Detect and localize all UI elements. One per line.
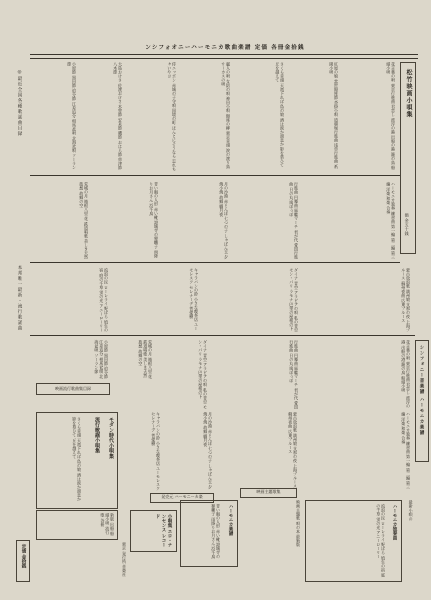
row3-bottom-rule: [30, 335, 415, 336]
bottom-left-tag: 定価 金拾銭: [21, 544, 26, 569]
row1-col-2: 紅屋の娘 當世銀座節 沓掛小唄 道頓堀行進曲 浅草行進曲 祇園小唄: [329, 62, 339, 169]
left-side-tag: 映画流行歌曲集目録: [36, 383, 110, 395]
row2-bottom-rule: [30, 262, 400, 263]
bottom-right-edge-text: 最新小唄の: [408, 500, 414, 521]
row1-col-6: 大島おけさ 佐渡おけさ 木曽節 安来節 磯節 おはら節 草津節 八木節: [113, 62, 123, 170]
bottom-left-box: [16, 540, 30, 582]
mid-list-3: 蒙古放浪歌 満州娘 支那の夜 上海ブルース 蘇州夜曲 広東ブルース: [288, 412, 298, 488]
bottom-right-list: 流浪の民 ローレライ 野ばら 埴生の宿 庭の千草 蛍の光 アニーローリー: [376, 504, 386, 578]
box-modern-title2: 流行歌謡小唄集: [94, 417, 100, 454]
bottom-center-box: [130, 510, 177, 552]
mid-tag2: 映画主題歌集: [240, 488, 297, 498]
row1-bottom-rule: [30, 175, 400, 176]
box-modern-list: さくら音頭 天竜下れば 島の娘 酒は涙か溜息か 影を慕ひて 丘を越えて: [72, 417, 82, 501]
row3-col-4: 流浪の民 ローレライ 野ばら 埴生の宿 庭の千草 蛍の光 アニーローリー: [99, 268, 109, 332]
right-title-box: [400, 62, 416, 254]
row1-col-5: 侍ニッポン 赤城の子守唄 国境の町 ほんとにそうなら 忘れちゃいやヨ: [167, 62, 177, 172]
bottom-list-2: 映画主題歌 唄の本 最新版: [296, 500, 301, 547]
left-top-label: ◎最近全国各種歌謡曲目録: [17, 70, 22, 137]
row1-col-3: さくら音頭 天竜下れば 島の娘 酒は涙か溜息か 影を慕ひて 丘を越えて: [275, 62, 285, 168]
bottom-right-box: [305, 500, 402, 582]
row4-col-3: ダイナ 青空 アラビアの唄 私の青空 モン・パリ ラモナ 巴里の屋根の下: [198, 340, 208, 410]
top-rule: [30, 54, 418, 55]
mid-list-2: 月の沙漠 赤とんぼ 七つの子 しゃぼん玉 夕焼小焼 故郷 朧月夜: [203, 412, 213, 490]
bottom-tag-box: [36, 510, 118, 540]
mid-tag: 発売元 ハーモニーカ楽: [150, 493, 214, 503]
left-mid-label: 本邦唯一最新・流行歌謡曲: [17, 265, 22, 331]
row4-col-1: 花言葉の唄 東京行進曲 君恋し 波浮の港 出船の港 籠の鳥 船頭小唄: [401, 340, 411, 408]
row2-col-1: ハーモニカ独奏 練習曲 第一編 第二編 第三編 洋楽 和楽 合奏: [386, 182, 396, 260]
row4-col-4: 荒城の月 箱根八里 花 鉄道唱歌 美しき天然 旅愁 故郷の空: [138, 340, 153, 379]
row4-col-5: 小原節 黒田節 追分節 江差追分 相馬盆唄 北海盆唄 ソーラン節: [94, 340, 109, 379]
bottom-tag-list: 新版 出船 船頭小唄 流行歌 各冊: [100, 513, 115, 536]
row4-col-2: 行進曲 円舞曲 軍艦マーチ 君が代 愛国行進曲 日の丸 鳩ぽっぽ: [289, 340, 299, 410]
row1-col-7: 小原節 黒田節 追分節 江差追分 相馬盆唄 北海盆唄 ソーラン節: [67, 62, 77, 170]
box-modern-title: モダン時代小唄集: [108, 417, 114, 459]
bottom-harmonica-title: ハーモニカ楽譜: [228, 504, 233, 536]
right-mid-box: [415, 340, 429, 462]
bottom-harmonica-list: 青い眼の人形 赤い靴 證城寺の狸囃子 雨降りお月さん 浜千鳥: [211, 504, 221, 559]
row1-col-1: 花言葉の唄 東京行進曲 君恋し 波浮の港 出船の港 籠の鳥 船頭小唄: [386, 62, 396, 170]
bottom-right-title: ハーモニカ独奏曲: [392, 504, 397, 540]
right-title-price: 価 金五十銭: [404, 213, 410, 236]
row2-col-4: 青い眼の人形 赤い靴 證城寺の狸囃子 雨降りお月さん 浜千鳥: [149, 182, 159, 258]
bottom-center-title: 小唄集 エロ・ナンセンス レコード: [155, 514, 172, 548]
mid-list-1: キャラバンの鈴 小さな喫茶店 ユーモレスク セレナーデ 菩提樹: [151, 412, 161, 491]
row3-col-1: 蒙古放浪歌 満州娘 支那の夜 上海ブルース 蘇州夜曲 広東ブルース: [401, 268, 411, 332]
row1-col-4: 麗人の唄 女給の唄 神田小唄 銀座の柳 東京音頭 涙の渡り鳥 サーカスの唄: [221, 62, 231, 169]
right-mid-label: シンフォニー音楽譜 ハーモニカ楽譜: [419, 345, 424, 436]
mid-list-4: ハーモニカ独奏 練習曲 第一編 第二編 第三編 洋楽 和楽 合奏: [401, 412, 411, 490]
row2-col-5: 荒城の月 箱根八里 花 鉄道唱歌 美しき天然 旅愁 故郷の空: [79, 182, 89, 260]
row2-col-2: 行進曲 円舞曲 軍艦マーチ 君が代 愛国行進曲 日の丸 鳩ぽっぽ: [289, 182, 299, 260]
row2-col-3: 月の沙漠 赤とんぼ 七つの子 しゃぼん玉 夕焼小焼 故郷 朧月夜: [219, 182, 229, 260]
bottom-harmonica-box: [180, 500, 238, 567]
box-modern: [36, 412, 118, 509]
row3-col-3: キャラバンの鈴 小さな喫茶店 ユーモレスク セレナーデ 菩提樹: [189, 268, 199, 331]
bottom-list-1: 東京 発行所 音楽社: [122, 542, 127, 577]
row3-col-2: ダイナ 青空 アラビアの唄 私の青空 モン・パリ ラモナ 巴里の屋根の下: [289, 268, 299, 332]
page-title: ンシフォオニーハーモニカ歌曲楽譜 定価 各冊金拾銭: [145, 45, 305, 51]
right-title: 松竹映画小唄集: [405, 69, 412, 118]
